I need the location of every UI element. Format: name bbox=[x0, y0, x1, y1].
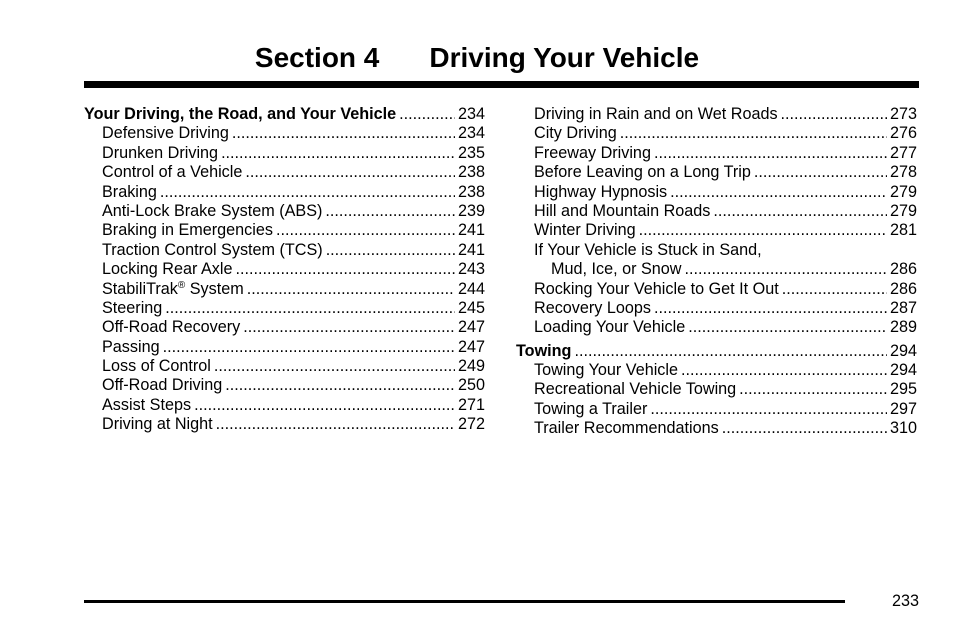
toc-entry-title-text: Mud, Ice, or Snow bbox=[551, 260, 682, 279]
toc-entry-page: 249 bbox=[457, 357, 485, 376]
toc-entry-title bbox=[534, 419, 719, 438]
toc-entry-title-text: Traction Control System (TCS) bbox=[102, 240, 323, 259]
toc-entry-title-text: Loading Your Vehicle bbox=[534, 318, 686, 337]
toc-entry-page: 241 bbox=[457, 240, 485, 259]
toc-entry-title bbox=[534, 280, 779, 299]
dot-leader bbox=[654, 144, 887, 163]
toc-entry-page: 277 bbox=[889, 143, 917, 162]
toc-entry-title-text: Trailer Recommendations bbox=[534, 419, 719, 438]
toc-entry-title bbox=[534, 318, 685, 337]
dot-leader bbox=[781, 105, 887, 124]
toc-entry[interactable] bbox=[516, 361, 917, 380]
toc-entry-title-text: Assist Steps bbox=[102, 395, 192, 414]
dot-leader bbox=[684, 260, 887, 279]
toc-entry-title-text: Driving at Night bbox=[102, 415, 213, 434]
toc-entry-title-text: Before Leaving on a Long Trip bbox=[534, 163, 751, 182]
toc-entry[interactable] bbox=[84, 338, 485, 357]
dot-leader bbox=[722, 419, 887, 438]
toc-entry-title bbox=[102, 260, 232, 279]
toc-entry-page: 310 bbox=[889, 419, 917, 438]
dot-leader bbox=[221, 144, 455, 163]
toc-entry-title-text: Off-Road Driving bbox=[102, 376, 223, 395]
toc-entry-title bbox=[534, 105, 778, 124]
toc-entry[interactable] bbox=[516, 400, 917, 419]
dot-leader bbox=[163, 338, 455, 357]
toc-entry-title bbox=[534, 299, 651, 318]
page-number: 233 bbox=[891, 592, 919, 610]
dot-leader bbox=[216, 415, 455, 434]
toc-entry-title bbox=[84, 105, 396, 124]
toc-entry-title-suffix: System bbox=[185, 279, 244, 298]
toc-entry-page: 243 bbox=[457, 260, 485, 279]
toc-entry[interactable] bbox=[84, 183, 485, 202]
toc-entry-title bbox=[534, 183, 667, 202]
toc-entry[interactable] bbox=[84, 376, 485, 395]
toc-entry-title bbox=[534, 221, 636, 240]
toc-entry[interactable] bbox=[516, 202, 917, 221]
toc-entry-title-text: City Driving bbox=[534, 124, 617, 143]
toc-entry-title-text: If Your Vehicle is Stuck in Sand, bbox=[534, 240, 762, 259]
toc-entry-title-text: Towing Your Vehicle bbox=[534, 361, 678, 380]
toc-entry[interactable] bbox=[84, 260, 485, 279]
dot-leader bbox=[654, 299, 887, 318]
toc-entry-title-text: Your Driving, the Road, and Your Vehicle bbox=[84, 105, 397, 123]
toc-entry[interactable] bbox=[516, 419, 917, 438]
toc-entry-page: 294 bbox=[889, 341, 917, 360]
dot-leader bbox=[214, 357, 455, 376]
toc-entry-title bbox=[102, 376, 222, 395]
toc-entry-title-text: Towing a Trailer bbox=[534, 399, 648, 418]
dot-leader bbox=[754, 163, 887, 182]
toc-entry[interactable] bbox=[516, 380, 917, 399]
toc-entry[interactable] bbox=[84, 318, 485, 337]
toc-entry-page: 247 bbox=[457, 337, 485, 356]
dot-leader bbox=[620, 124, 887, 143]
toc-entry-page: 276 bbox=[889, 124, 917, 143]
toc-entry[interactable] bbox=[516, 105, 917, 124]
toc-entry-title bbox=[102, 357, 211, 376]
toc-entry-title bbox=[102, 144, 218, 163]
toc-entry-title-text: Rocking Your Vehicle to Get It Out bbox=[534, 279, 779, 298]
dot-leader bbox=[399, 105, 455, 124]
footer-rule bbox=[84, 600, 845, 603]
toc-entry-page: 245 bbox=[457, 298, 485, 317]
dot-leader bbox=[713, 202, 887, 221]
toc-entry-page: 271 bbox=[457, 395, 485, 414]
toc-entry[interactable] bbox=[516, 163, 917, 182]
toc-entry-title bbox=[102, 221, 273, 240]
toc-entry-page: 287 bbox=[889, 298, 917, 317]
toc-entry-title bbox=[534, 400, 647, 419]
toc-entry-page: 289 bbox=[889, 318, 917, 337]
dot-leader bbox=[670, 183, 887, 202]
toc-entry-title-text: Passing bbox=[102, 337, 160, 356]
toc-entry-title bbox=[102, 163, 242, 182]
toc-entry[interactable] bbox=[84, 124, 485, 143]
dot-leader bbox=[232, 124, 455, 143]
toc-entry-title-text: Drunken Driving bbox=[102, 143, 219, 162]
toc-entry-title-text: Off-Road Recovery bbox=[102, 318, 241, 337]
toc-entry-page: 272 bbox=[457, 415, 485, 434]
dot-leader bbox=[639, 221, 887, 240]
section-heading bbox=[0, 42, 954, 74]
toc-entry-page: 234 bbox=[457, 105, 485, 123]
toc-entry-page: 234 bbox=[457, 124, 485, 143]
toc-entry-title bbox=[102, 241, 323, 260]
toc-entry-title-text: Braking bbox=[102, 182, 157, 201]
dot-leader bbox=[650, 400, 887, 419]
toc-entry-title bbox=[102, 124, 229, 143]
toc-entry-title bbox=[534, 144, 651, 163]
toc-entry-title-text: Winter Driving bbox=[534, 221, 636, 240]
toc-entry-title-text: Steering bbox=[102, 298, 163, 317]
dot-leader bbox=[165, 299, 455, 318]
dot-leader bbox=[276, 221, 455, 240]
toc-entry-page: 241 bbox=[457, 221, 485, 240]
dot-leader bbox=[247, 280, 455, 299]
toc-entry-title bbox=[534, 163, 751, 182]
toc-entry-title-text: StabiliTrak bbox=[102, 279, 178, 298]
toc-entry-title-text: Braking in Emergencies bbox=[102, 221, 273, 240]
toc-entry-page: 286 bbox=[889, 260, 917, 279]
toc-entry-page: 278 bbox=[889, 163, 917, 182]
toc-entry-title-text: Highway Hypnosis bbox=[534, 182, 668, 201]
toc-entry-page: 297 bbox=[889, 399, 917, 418]
toc-entry-page: 279 bbox=[889, 201, 917, 220]
toc-entry[interactable] bbox=[84, 221, 485, 240]
toc-entry-page: 286 bbox=[889, 279, 917, 298]
toc-entry-title-text: Defensive Driving bbox=[102, 124, 229, 143]
toc-entry-page: 294 bbox=[889, 361, 917, 380]
toc-entry-title-text: Loss of Control bbox=[102, 357, 211, 376]
toc-entry-title bbox=[534, 380, 736, 399]
dot-leader bbox=[243, 318, 455, 337]
dot-leader bbox=[681, 361, 887, 380]
toc-entry-title-text: Hill and Mountain Roads bbox=[534, 201, 711, 220]
toc-entry-title-text: Freeway Driving bbox=[534, 143, 651, 162]
toc-entry-title-text: Anti-Lock Brake System (ABS) bbox=[102, 201, 323, 220]
toc-heading-entry[interactable] bbox=[516, 342, 917, 361]
toc-entry-title-text: Control of a Vehicle bbox=[102, 163, 243, 182]
toc-entry[interactable] bbox=[516, 144, 917, 163]
toc-entry-title bbox=[102, 183, 157, 202]
section-title: Driving Your Vehicle bbox=[429, 42, 700, 73]
toc-entry[interactable] bbox=[516, 221, 917, 240]
toc-entry-title bbox=[102, 396, 191, 415]
toc-entry[interactable] bbox=[516, 299, 917, 318]
toc-entry-title bbox=[534, 124, 617, 143]
toc-entry-title bbox=[551, 260, 681, 279]
toc-entry[interactable] bbox=[516, 280, 917, 299]
dot-leader bbox=[194, 396, 455, 415]
toc-entry-page: 235 bbox=[457, 143, 485, 162]
toc-entry[interactable] bbox=[84, 357, 485, 376]
dot-leader bbox=[574, 342, 887, 361]
toc-entry-page: 238 bbox=[457, 163, 485, 182]
toc-entry-page: 247 bbox=[457, 318, 485, 337]
toc-entry[interactable] bbox=[84, 163, 485, 182]
dot-leader bbox=[325, 202, 455, 221]
toc-entry[interactable] bbox=[84, 144, 485, 163]
toc-entry[interactable] bbox=[84, 415, 485, 434]
dot-leader bbox=[326, 241, 455, 260]
toc-entry-page: 281 bbox=[889, 221, 917, 240]
toc-entry-title bbox=[102, 338, 160, 357]
toc-entry[interactable] bbox=[84, 202, 485, 221]
toc-left-column bbox=[84, 105, 485, 435]
toc-entry-page: 244 bbox=[457, 279, 485, 298]
dot-leader bbox=[160, 183, 455, 202]
toc-entry[interactable] bbox=[84, 299, 485, 318]
toc-entry-title bbox=[102, 202, 322, 221]
toc-entry[interactable] bbox=[516, 183, 917, 202]
toc-entry-title bbox=[534, 361, 678, 380]
toc-entry[interactable] bbox=[516, 260, 917, 279]
toc-heading-entry[interactable] bbox=[84, 105, 485, 124]
toc-entry-title bbox=[102, 318, 240, 337]
toc-entry-title-text: Towing bbox=[516, 341, 572, 360]
toc-entry-title-text: Recovery Loops bbox=[534, 298, 651, 317]
toc-entry[interactable] bbox=[516, 318, 917, 337]
toc-entry-page: 250 bbox=[457, 376, 485, 395]
dot-leader bbox=[245, 163, 455, 182]
toc-entry-title-text: Recreational Vehicle Towing bbox=[534, 380, 737, 399]
toc-entry-page: 279 bbox=[889, 182, 917, 201]
section-label: Section 4 bbox=[254, 42, 380, 73]
toc-entry-title-text: Driving in Rain and on Wet Roads bbox=[534, 105, 778, 123]
dot-leader bbox=[739, 380, 887, 399]
toc-right-column bbox=[516, 105, 917, 439]
toc-entry-title bbox=[102, 299, 162, 318]
dot-leader bbox=[688, 318, 887, 337]
toc-entry-title bbox=[102, 415, 213, 434]
dot-leader bbox=[782, 280, 887, 299]
toc-entry[interactable] bbox=[84, 241, 485, 260]
toc-entry-title bbox=[534, 241, 762, 260]
toc-entry-page: 239 bbox=[457, 201, 485, 220]
toc-entry-title bbox=[534, 202, 710, 221]
toc-entry[interactable] bbox=[516, 241, 917, 260]
toc-entry-title-text: Locking Rear Axle bbox=[102, 260, 233, 279]
toc-entry-title bbox=[516, 342, 571, 361]
toc-entry-page: 238 bbox=[457, 182, 485, 201]
toc-entry-page: 273 bbox=[889, 105, 917, 123]
toc-entry-title bbox=[102, 280, 244, 299]
registered-mark: ® bbox=[177, 279, 186, 291]
dot-leader bbox=[225, 376, 455, 395]
toc-entry-page: 295 bbox=[889, 380, 917, 399]
dot-leader bbox=[235, 260, 455, 279]
toc-entry[interactable] bbox=[84, 280, 485, 299]
toc-entry[interactable] bbox=[516, 124, 917, 143]
toc-entry[interactable] bbox=[84, 396, 485, 415]
header-rule bbox=[84, 81, 919, 88]
